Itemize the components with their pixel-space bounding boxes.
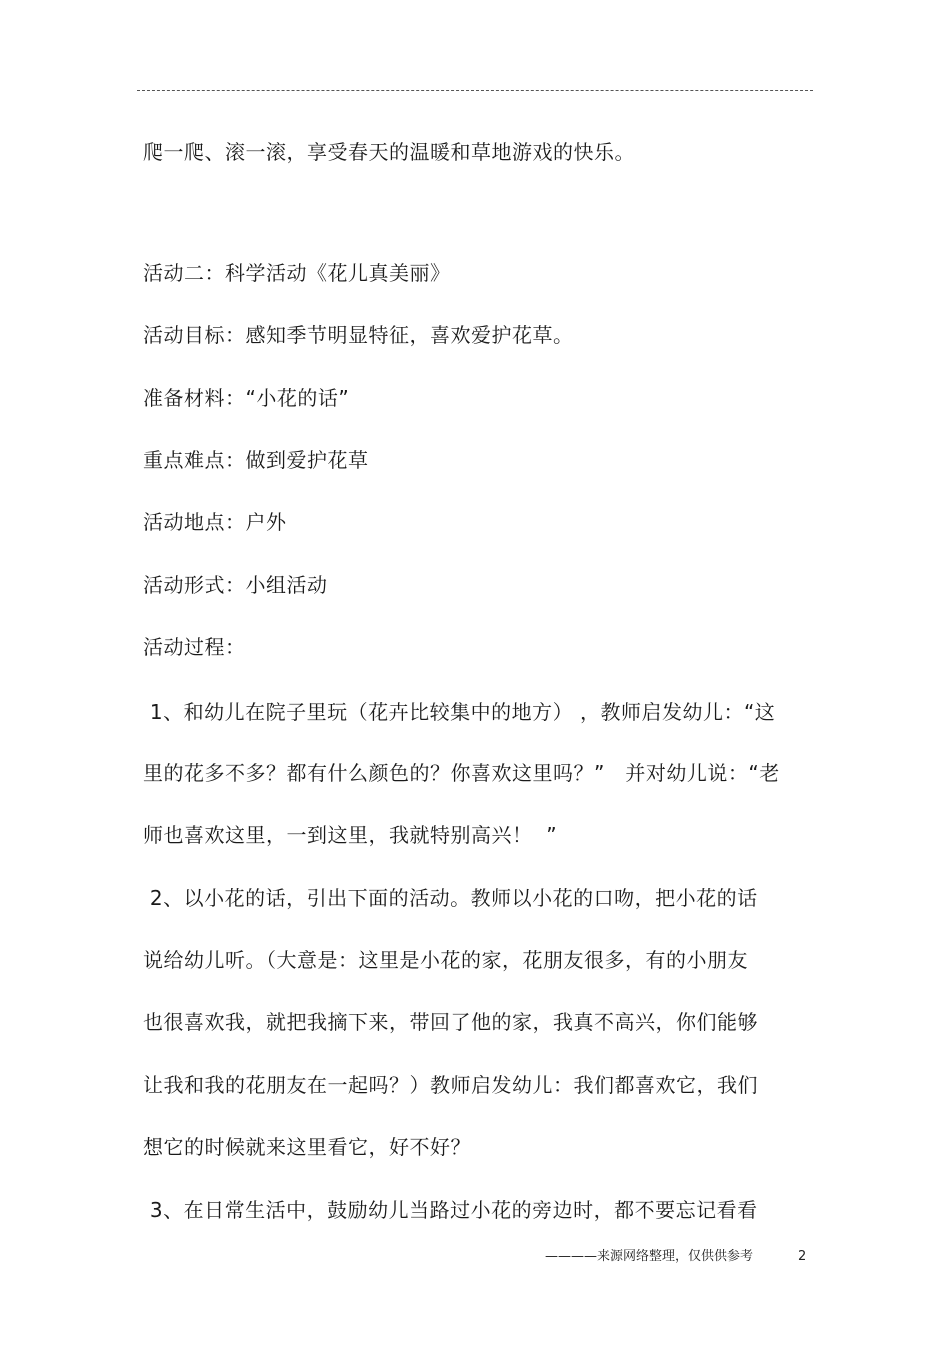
header-dashed-rule xyxy=(137,90,813,91)
text-line: 也很喜欢我，就把我摘下来，带回了他的家，我真不高兴，你们能够 xyxy=(143,1010,758,1034)
text-line: 说给幼儿听。（大意是：这里是小花的家，花朋友很多，有的小朋友 xyxy=(143,948,748,972)
activity-key-points: 重点难点：做到爱护花草 xyxy=(143,448,369,472)
text-line: 1、和幼儿在院子里玩（花卉比较集中的地方） ，教师启发幼儿：“这 xyxy=(143,700,776,724)
text-line: 师也喜欢这里，一到这里，我就特别高兴！ ” xyxy=(143,823,558,847)
activity-process-heading: 活动过程： xyxy=(143,635,246,659)
text-line: 让我和我的花朋友在一起吗？）教师启发幼儿：我们都喜欢它，我们 xyxy=(143,1073,758,1097)
activity-materials: 准备材料：“小花的话” xyxy=(143,386,350,410)
activity-location: 活动地点：户外 xyxy=(143,510,287,534)
text-line: 里的花多不多？都有什么颜色的？你喜欢这里吗？” 并对幼儿说：“老 xyxy=(143,761,780,785)
activity-title: 活动二：科学活动《花儿真美丽》 xyxy=(143,261,451,285)
text-line: 3、在日常生活中，鼓励幼儿当路过小花的旁边时，都不要忘记看看 xyxy=(143,1198,758,1222)
footer-source-note: ————来源网络整理，仅供供参考 xyxy=(545,1249,754,1264)
page-number: 2 xyxy=(798,1249,807,1264)
text-line: 爬一爬、滚一滚，享受春天的温暖和草地游戏的快乐。 xyxy=(143,140,635,164)
text-line: 2、以小花的话，引出下面的活动。教师以小花的口吻，把小花的话 xyxy=(143,886,758,910)
activity-format: 活动形式：小组活动 xyxy=(143,573,328,597)
text-line: 想它的时候就来这里看它，好不好？ xyxy=(143,1135,471,1159)
activity-goal: 活动目标：感知季节明显特征，喜欢爱护花草。 xyxy=(143,323,574,347)
